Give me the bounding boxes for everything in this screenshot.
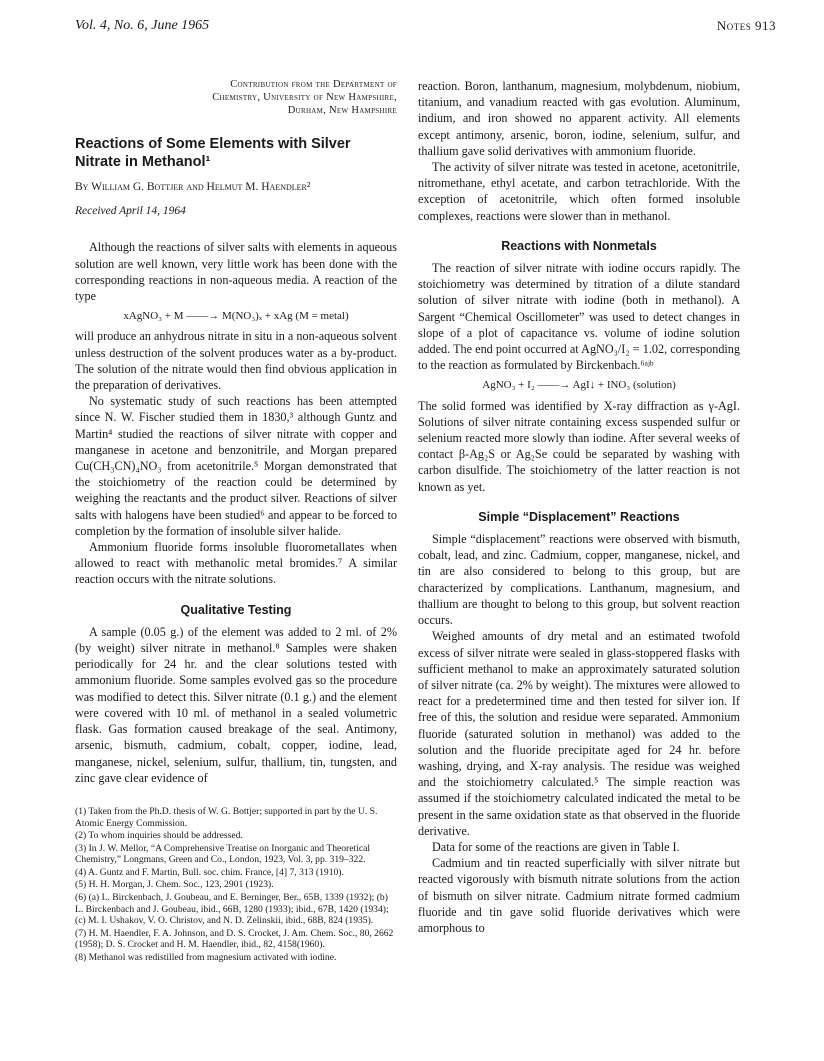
- body-paragraph: Cadmium and tin reacted superficially with silver nitrate but reacted vigorously with bismuth nitrate solutions from the action of bismuth on silver nitrate. Cadmium nitrate formed cadmium fluoride and tin gave solid fluoride derivatives which were amorphous to: [418, 856, 740, 935]
- body-paragraph: The reaction of silver nitrate with iodine occurs rapidly. The stoichiometry was determined by titration of a dilute standard solution of silver nitrate with iodine (both in methanol). A Sargent “Chemical Oscillometer” was used to detect changes in slope of a plot of capacitance vs. volume of iodine solution added. The end point occurred at AgNO₃/I₂ = 1.02, corresponding to the reaction as formulated by Birckenbach.⁶ᵃʲᵇ: [418, 261, 740, 373]
- equation-iodine-reaction: AgNO₃ + I₂ ——→ AgI↓ + INO₃ (solution): [482, 379, 676, 392]
- author-byline: By William G. Bottjer and Helmut M. Haendler²: [75, 181, 311, 193]
- body-paragraph: Weighed amounts of dry metal and an estimated twofold excess of silver nitrate were sealed in glass-stoppered flasks with sufficient methanol to make an approximately saturated solution of silver nitrate (ca. 2% by weight). The mixtures were allowed to react for a predetermined time and then tested for silver ion. If free of this, the solution and residue were separated. Ammonium fluoride (saturated solution in methanol) was added to the solution and the fluoride precipitate aged for 24 hr. before washing, drying, and X-ray analysis. The residue was weighed and the stoichiometry calculated.⁵ The simple reaction was assumed if the stoichiometry calculated indicated the metal to be present in the same oxidation state as that observed in the fluoride derivative.: [418, 629, 740, 838]
- body-paragraph: A sample (0.05 g.) of the element was added to 2 ml. of 2% (by weight) silver nitrate in methanol.⁸ Samples were shaken periodically for 24 hr. and the clear solutions tested with ammonium fluoride. Some samples evolved gas so the procedure was modified to detect this. Silver nitrate (0.1 g.) and the element were covered with 10 ml. of methanol in a sealed volumetric flask. Gas formation caused breakage of the seal. Antimony, arsenic, bismuth, cadmium, cobalt, copper, iodine, lead, manganese, nickel, selenium, sulfur, thallium, tin, tungsten, and zinc gave clear evidence of: [75, 624, 397, 785]
- right-column: [418, 78, 740, 936]
- footnote: (6) (a) L. Birckenbach, J. Goubeau, and E. Berninger, Ber., 65B, 1339 (1932); (b) L. Birckenbach and J. Goubeau, ibid., 66B, 1280 (1933); ibid., 67B, 1420 (1934); (c) M. I. Ushakov, V. O. Christov, and N. D. Zelinskii, ibid., 68B, 824 (1935).: [75, 892, 389, 927]
- left-column: [75, 78, 397, 965]
- body-paragraph: Simple “displacement” reactions were observed with bismuth, cobalt, lead, and zinc. Cadmium, copper, manganese, nickel, and tin are also considered to belong to this group, but are characterized by complications. Lanthanum, magnesium, and thallium are thought to belong to this group, but solvent reaction occurs.: [418, 532, 740, 628]
- footnote: (1) Taken from the Ph.D. thesis of W. G. Bottjer; supported in part by the U. S. Atomic Energy Commission.: [75, 805, 378, 829]
- body-paragraph: Although the reactions of silver salts with elements in aqueous solution are well known, very little work has been done with the corresponding reactions in non-aqueous media. A reaction of the type: [75, 240, 397, 304]
- contribution-affiliation: Contribution from the Department of Chemistry, University of New Hampshire, Durham, New Hampshire: [212, 79, 397, 116]
- footnote: (5) H. H. Morgan, J. Chem. Soc., 123, 2901 (1923).: [75, 879, 274, 891]
- article-title: Reactions of Some Elements with Silver Nitrate in Methanol¹: [75, 136, 351, 170]
- footnote: (8) Methanol was redistilled from magnesium activated with iodine.: [75, 952, 337, 964]
- section-heading-displacement: Simple “Displacement” Reactions: [478, 509, 680, 524]
- running-header-page: Notes 913: [716, 18, 776, 33]
- footnote: (3) In J. W. Mellor, “A Comprehensive Treatise on Inorganic and Theoretical Chemistry,” Longmans, Green and Co., London, 1923, Vol. 3, pp. 319–322.: [75, 842, 371, 866]
- footnote: (4) A. Guntz and F. Martin, Bull. soc. chim. France, [4] 7, 313 (1910).: [75, 866, 344, 878]
- running-header-volume: Vol. 4, No. 6, June 1965: [75, 18, 210, 33]
- received-date: Received April 14, 1964: [75, 205, 186, 218]
- footnotes: [75, 806, 397, 964]
- section-heading-qualitative: Qualitative Testing: [180, 602, 292, 617]
- body-paragraph: reaction. Boron, lanthanum, magnesium, molybdenum, niobium, titanium, and vanadium reacted with gas evolution. Aluminum, indium, and iron showed no apparent activity. All elements except antimony, arsenic, boron, iodine, selenium, sulfur, and thallium gave solid derivatives with ammonium fluoride.: [418, 79, 740, 158]
- body-paragraph: will produce an anhydrous nitrate in situ in a non-aqueous solvent unless destruction of the solvent produces water as a by-product. The solution of the nitrate would then find obvious application in the preparation of derivatives.: [75, 329, 397, 393]
- section-heading-nonmetals: Reactions with Nonmetals: [501, 238, 657, 253]
- body-paragraph: Data for some of the reactions are given in Table I.: [432, 839, 680, 854]
- equation-general-reaction: xAgNO₃ + M ——→ M(NO₃)ₓ + xAg (M = metal): [123, 310, 349, 323]
- body-paragraph: Ammonium fluoride forms insoluble fluorometallates when allowed to react with methanolic metal bromides.⁷ A similar reaction occurs with the nitrate solutions.: [75, 540, 397, 587]
- body-paragraph: The activity of silver nitrate was tested in acetone, acetonitrile, nitromethane, ethyl acetate, and carbon tetrachloride. With the exception of acetonitrile, which often formed insoluble complexes, reactions were slower than in methanol.: [418, 160, 740, 223]
- footnote: (2) To whom inquiries should be addressed.: [75, 830, 243, 842]
- body-paragraph: The solid formed was identified by X-ray diffraction as γ-AgI. Solutions of silver nitrate containing excess suspended sulfur or selenium reacted more slowly than iodine. After several weeks of contact β-Ag₂S or Ag₂Se could be separated by washing with carbon disulfide. The stoichiometry of the latter reaction is not known as yet.: [418, 398, 740, 494]
- body-paragraph: No systematic study of such reactions has been attempted since N. W. Fischer studied them in 1830,³ although Guntz and Martin⁴ studied the reactions of silver nitrate with copper and manganese in acetone and benzonitrile, and Morgan prepared Cu(CH₃CN)₄NO₃ from acetonitrile.⁵ Morgan demonstrated that the stoichiometry of the reaction could be determined by weighing the reactants and the product silver. Reactions of silver salts with halogens have been studied⁶ and appear to be forced to completion by the formation of insoluble silver halide.: [75, 394, 397, 538]
- footnote: (7) H. M. Haendler, F. A. Johnson, and D. S. Crocket, J. Am. Chem. Soc., 80, 2662 (1958); D. S. Crocket and H. M. Haendler, ibid., 82, 4158(1960).: [75, 927, 394, 951]
